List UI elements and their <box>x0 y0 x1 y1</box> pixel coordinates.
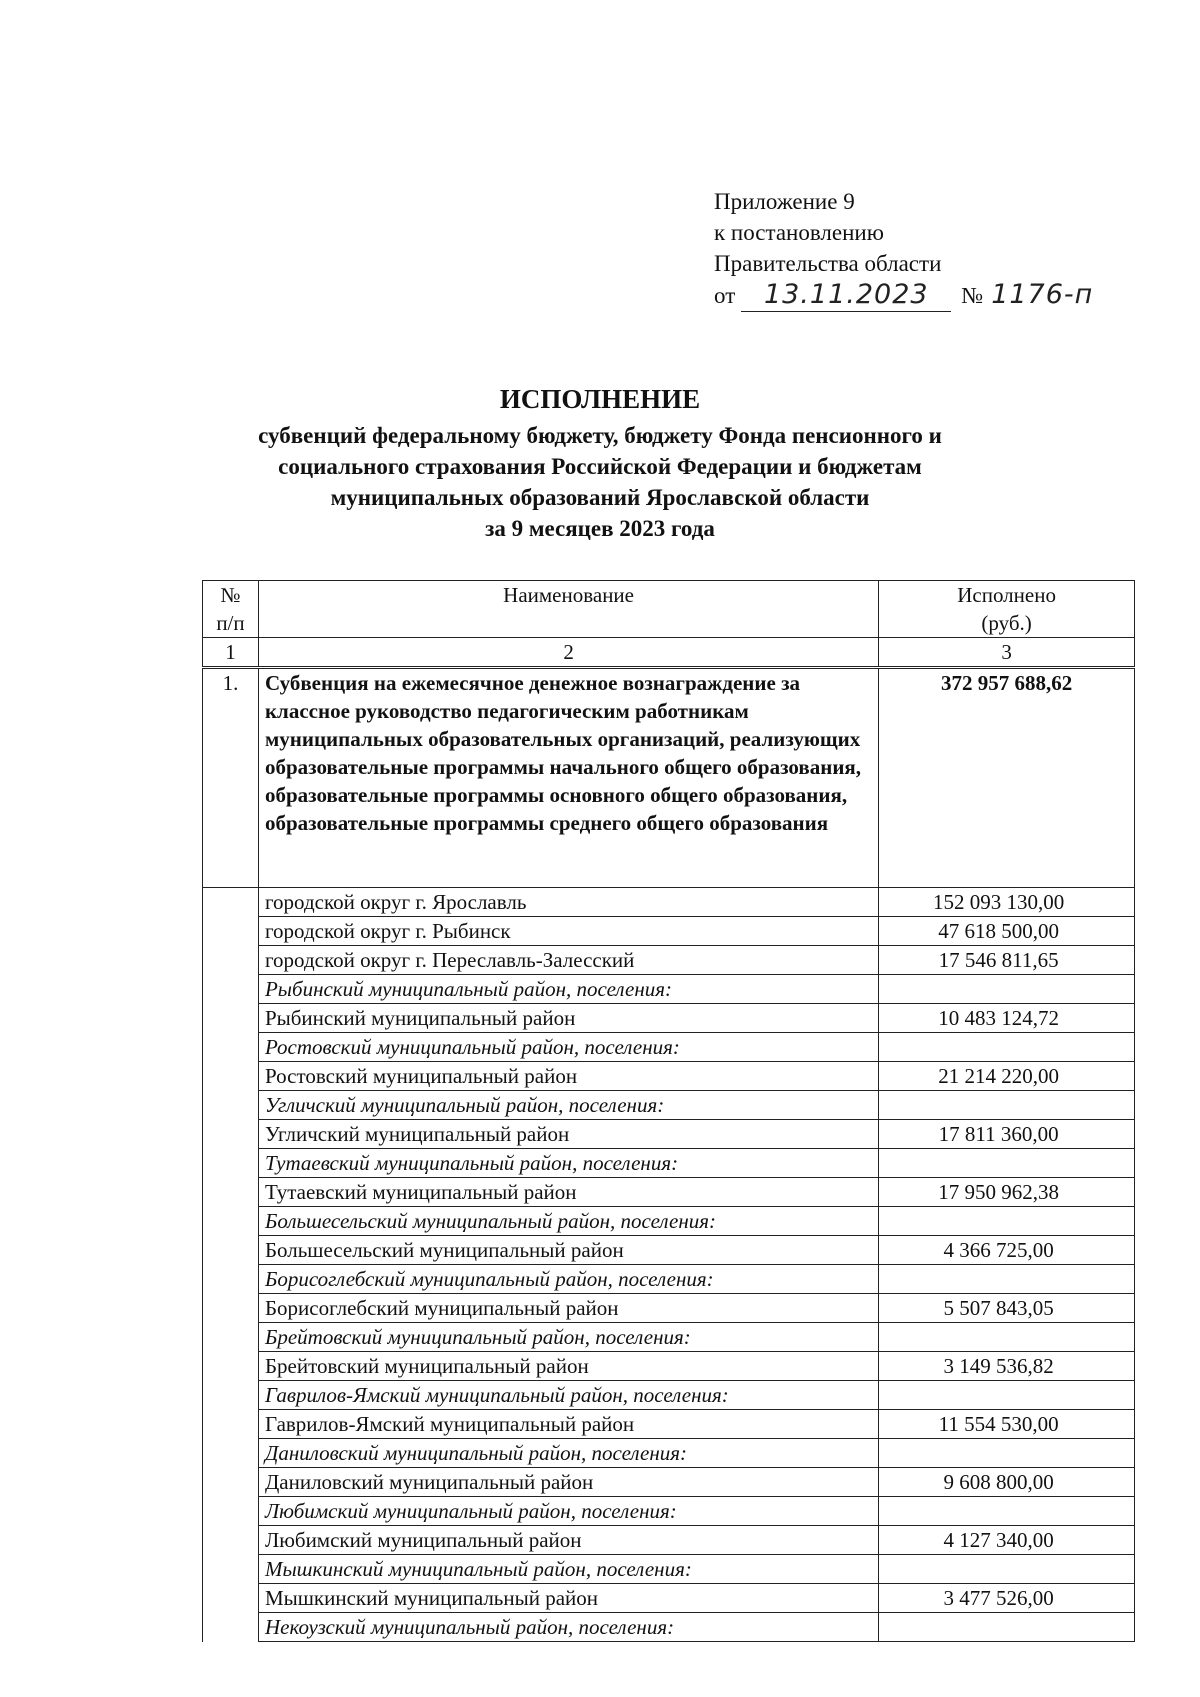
row-amount-cell: 17 811 360,00 <box>879 1120 1135 1149</box>
row-amount-cell <box>879 1091 1135 1120</box>
group-name: Субвенция на ежемесячное денежное вознаграждение за классное руководство педагогическим работникам муниципальных образовательных организаций, реализующих образовательные программы начального общего образования, образовательные программы основного общего образования, образовательные программы среднего общего образования <box>258 668 878 888</box>
table-row <box>203 1323 1135 1352</box>
row-amount-cell: 152 093 130,00 <box>879 888 1135 917</box>
table-row <box>203 1004 1135 1033</box>
row-number-cell <box>203 1526 259 1555</box>
row-amount-cell <box>879 1265 1135 1294</box>
row-number-cell <box>203 1613 259 1642</box>
row-number-cell <box>203 1033 259 1062</box>
header-number <box>203 581 259 638</box>
header-name: Наименование <box>258 581 878 638</box>
row-number-cell <box>203 1062 259 1091</box>
section-name-cell: Рыбинский муниципальный район, поселения: <box>258 975 878 1004</box>
table-row <box>203 1613 1135 1642</box>
row-name-cell: Гаврилов-Ямский муниципальный район <box>258 1410 878 1439</box>
row-name-cell: городской округ г. Ярославль <box>258 888 878 917</box>
row-amount-cell <box>879 1323 1135 1352</box>
table-row <box>203 1149 1135 1178</box>
title-line-1: субвенций федеральному бюджету, бюджету Фонда пенсионного и <box>258 423 942 448</box>
row-number-cell <box>203 1584 259 1613</box>
row-amount-cell: 3 477 526,00 <box>879 1584 1135 1613</box>
row-name-cell: Большесельский муниципальный район <box>258 1236 878 1265</box>
appendix-line-2: к постановлению <box>714 220 884 245</box>
table-index-row <box>203 638 1135 668</box>
row-amount-cell <box>879 1613 1135 1642</box>
header-number-line-2: п/п <box>216 611 245 635</box>
row-amount-cell <box>879 1149 1135 1178</box>
row-number-cell <box>203 1236 259 1265</box>
table-row <box>203 1381 1135 1410</box>
section-name-cell: Ростовский муниципальный район, поселения: <box>258 1033 878 1062</box>
header-amount-line-2: (руб.) <box>981 611 1032 635</box>
group-amount: 372 957 688,62 <box>879 668 1135 888</box>
execution-table <box>202 580 1135 1642</box>
document-title <box>200 382 1000 544</box>
row-amount-cell: 21 214 220,00 <box>879 1062 1135 1091</box>
table-row <box>203 1033 1135 1062</box>
row-name-cell: Рыбинский муниципальный район <box>258 1004 878 1033</box>
row-name-cell: Любимский муниципальный район <box>258 1526 878 1555</box>
table-row <box>203 1439 1135 1468</box>
group-number: 1. <box>203 668 259 888</box>
section-name-cell: Большесельский муниципальный район, поселения: <box>258 1207 878 1236</box>
row-amount-cell <box>879 1033 1135 1062</box>
row-amount-cell: 17 546 811,65 <box>879 946 1135 975</box>
handwritten-number: 1176-п <box>991 279 1094 310</box>
table-row <box>203 1062 1135 1091</box>
row-number-cell <box>203 888 259 917</box>
table-row <box>203 1526 1135 1555</box>
row-name-cell: городской округ г. Рыбинск <box>258 917 878 946</box>
header-amount-line-1: Исполнено <box>957 583 1056 607</box>
table-row <box>203 975 1135 1004</box>
index-cell-2: 2 <box>258 638 878 668</box>
row-amount-cell: 10 483 124,72 <box>879 1004 1135 1033</box>
row-amount-cell: 47 618 500,00 <box>879 917 1135 946</box>
table-row <box>203 1236 1135 1265</box>
row-amount-cell: 4 366 725,00 <box>879 1236 1135 1265</box>
header-number-line-1: № <box>220 583 241 607</box>
row-number-cell <box>203 946 259 975</box>
row-name-cell: Мышкинский муниципальный район <box>258 1584 878 1613</box>
header-amount <box>879 581 1135 638</box>
row-name-cell: Угличский муниципальный район <box>258 1120 878 1149</box>
table-row <box>203 1207 1135 1236</box>
title-main: ИСПОЛНЕНИЕ <box>499 384 701 414</box>
row-number-cell <box>203 1381 259 1410</box>
table-row <box>203 917 1135 946</box>
row-number-cell <box>203 1439 259 1468</box>
table-row <box>203 1120 1135 1149</box>
appendix-line-3: Правительства области <box>714 251 942 276</box>
row-number-cell <box>203 1294 259 1323</box>
row-amount-cell <box>879 1555 1135 1584</box>
appendix-line-1: Приложение 9 <box>714 189 855 214</box>
number-prefix: № <box>961 283 984 308</box>
row-number-cell <box>203 1207 259 1236</box>
appendix-date-line <box>714 279 1093 312</box>
date-prefix: от <box>714 283 736 308</box>
row-amount-cell: 4 127 340,00 <box>879 1526 1135 1555</box>
row-amount-cell: 9 608 800,00 <box>879 1468 1135 1497</box>
table-row <box>203 1178 1135 1207</box>
row-number-cell <box>203 1091 259 1120</box>
section-name-cell: Мышкинский муниципальный район, поселения: <box>258 1555 878 1584</box>
row-name-cell: Даниловский муниципальный район <box>258 1468 878 1497</box>
section-name-cell: Брейтовский муниципальный район, поселения: <box>258 1323 878 1352</box>
table-row <box>203 1352 1135 1381</box>
row-name-cell: Брейтовский муниципальный район <box>258 1352 878 1381</box>
section-name-cell: Некоузский муниципальный район, поселения: <box>258 1613 878 1642</box>
row-number-cell <box>203 975 259 1004</box>
row-name-cell: Ростовский муниципальный район <box>258 1062 878 1091</box>
table-row <box>203 1497 1135 1526</box>
table-row-group <box>203 668 1135 888</box>
table-row <box>203 1091 1135 1120</box>
table-row <box>203 1468 1135 1497</box>
row-number-cell <box>203 1004 259 1033</box>
table-row <box>203 1584 1135 1613</box>
row-number-cell <box>203 917 259 946</box>
row-name-cell: городской округ г. Переславль-Залесский <box>258 946 878 975</box>
row-amount-cell <box>879 1207 1135 1236</box>
index-cell-1: 1 <box>203 638 259 668</box>
row-amount-cell: 11 554 530,00 <box>879 1410 1135 1439</box>
row-amount-cell <box>879 1381 1135 1410</box>
section-name-cell: Угличский муниципальный район, поселения: <box>258 1091 878 1120</box>
row-number-cell <box>203 1555 259 1584</box>
row-name-cell: Тутаевский муниципальный район <box>258 1178 878 1207</box>
table-row <box>203 946 1135 975</box>
row-amount-cell: 5 507 843,05 <box>879 1294 1135 1323</box>
table-row <box>203 1410 1135 1439</box>
table-row <box>203 888 1135 917</box>
table-row <box>203 1555 1135 1584</box>
row-amount-cell <box>879 1439 1135 1468</box>
handwritten-date: 13.11.2023 <box>741 279 951 312</box>
section-name-cell: Тутаевский муниципальный район, поселения: <box>258 1149 878 1178</box>
row-number-cell <box>203 1323 259 1352</box>
row-amount-cell <box>879 1497 1135 1526</box>
row-number-cell <box>203 1120 259 1149</box>
row-amount-cell: 17 950 962,38 <box>879 1178 1135 1207</box>
row-amount-cell: 3 149 536,82 <box>879 1352 1135 1381</box>
row-number-cell <box>203 1178 259 1207</box>
row-name-cell: Борисоглебский муниципальный район <box>258 1294 878 1323</box>
title-line-4: за 9 месяцев 2023 года <box>485 516 715 541</box>
row-number-cell <box>203 1265 259 1294</box>
row-number-cell <box>203 1352 259 1381</box>
section-name-cell: Борисоглебский муниципальный район, поселения: <box>258 1265 878 1294</box>
title-line-3: муниципальных образований Ярославской области <box>330 485 870 510</box>
row-number-cell <box>203 1149 259 1178</box>
row-amount-cell <box>879 975 1135 1004</box>
table-row <box>203 1265 1135 1294</box>
section-name-cell: Любимский муниципальный район, поселения: <box>258 1497 878 1526</box>
row-number-cell <box>203 1497 259 1526</box>
section-name-cell: Гаврилов-Ямский муниципальный район, поселения: <box>258 1381 878 1410</box>
table-header-row <box>203 581 1135 638</box>
row-number-cell <box>203 1468 259 1497</box>
row-number-cell <box>203 1410 259 1439</box>
index-cell-3: 3 <box>879 638 1135 668</box>
title-line-2: социального страхования Российской Федерации и бюджетам <box>278 454 922 479</box>
section-name-cell: Даниловский муниципальный район, поселения: <box>258 1439 878 1468</box>
appendix-block <box>714 186 1093 312</box>
table-row <box>203 1294 1135 1323</box>
